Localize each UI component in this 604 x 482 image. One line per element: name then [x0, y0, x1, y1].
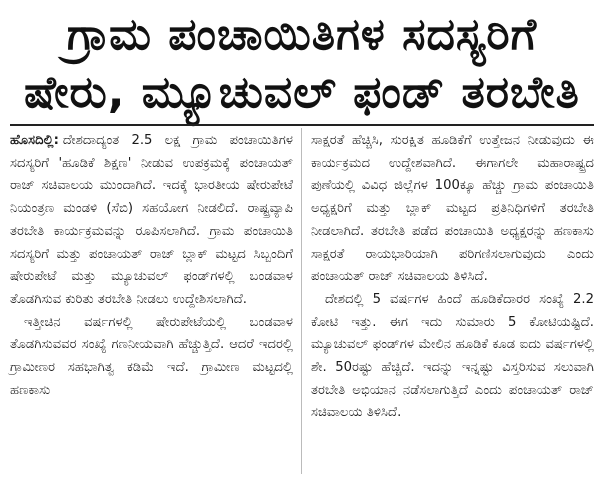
article-headline — [0, 6, 604, 122]
article-paragraph-4: ದೇಶದಲ್ಲಿ 5 ವರ್ಷಗಳ ಹಿಂದೆ ಹೂಡಿಕೆದಾರರ ಸಂಖ್ಯೆ 2.2 ಕೋಟಿ ಇತ್ತು. ಈಗ ಇದು ಸುಮಾರು 5 ಕೋಟಿಯಷ್ಟಿದೆ. ಮ್ಯೂಚುವಲ್ ಫಂಡ್‌ಗಳ ಮೇಲಿನ ಹೂಡಿಕೆ ಕೂಡ ಐದು ವರ್ಷಗಳಲ್ಲಿ ಶೇ. 50ರಷ್ಟು ಹೆಚ್ಚಿದೆ. ಇದನ್ನು ಇನ್ನಷ್ಟು ವಿಸ್ತರಿಸುವ ಸಲುವಾಗಿ ತರಬೇತಿ ಅಭಿಯಾನ ನಡೆಸಲಾಗುತ್ತಿದೆ ಎಂದು ಪಂಚಾಯತ್ ರಾಜ್ ಸಚಿವಾಲಯ ತಿಳಿಸಿದೆ. — [311, 291, 594, 421]
headline-line-1: ಗ್ರಾಮ ಪಂಚಾಯಿತಿಗಳ ಸದಸ್ಯರಿಗೆ — [66, 9, 538, 60]
paragraph-text: ದೇಶದಾದ್ಯಂತ 2.5 ಲಕ್ಷ ಗ್ರಾಮ ಪಂಚಾಯಿತಿಗಳ ಸದಸ್ಯರಿಗೆ 'ಹೂಡಿಕೆ ಶಿಕ್ಷಣ' ನೀಡುವ ಉಪಕ್ರಮಕ್ಕೆ ಪಂಚಾಯತ್ ರಾಜ್ ಸಚಿವಾಲಯ ಮುಂದಾಗಿದೆ. ಇದಕ್ಕೆ ಭಾರತೀಯ ಷೇರುಪೇಟೆ ನಿಯಂತ್ರಣ ಮಂಡಳಿ (ಸೆಬಿ) ಸಹಯೋಗ ನೀಡಲಿದೆ. ರಾಷ್ಟ್ರವ್ಯಾಪಿ ತರಬೇತಿ ಕಾರ್ಯಕ್ರಮವನ್ನು ರೂಪಿಸಲಾಗಿದೆ. ಗ್ರಾಮ ಪಂಚಾಯಿತಿ ಸದಸ್ಯರಿಗೆ ಮತ್ತು ಪಂಚಾಯತ್ ರಾಜ್ ಬ್ಲಾಕ್ ಮಟ್ಟದ ಸಿಬ್ಬಂದಿಗೆ ಷೇರುಪೇಟೆ ಮತ್ತು ಮ್ಯೂಚುವಲ್ ಫಂಡ್‌ಗಳಲ್ಲಿ ಬಂಡವಾಳ ತೊಡಗಿಸುವ ಕುರಿತು ತರಬೇತಿ ನೀಡಲು ಉದ್ದೇಶಿಸಲಾಗಿದೆ. — [10, 133, 293, 307]
article-paragraph-3: ಸಾಕ್ಷರತೆ ಹೆಚ್ಚಿಸಿ, ಸುರಕ್ಷಿತ ಹೂಡಿಕೆಗೆ ಉತ್ತೇಜನ ನೀಡುವುದು ಈ ಕಾರ್ಯಕ್ರಮದ ಉದ್ದೇಶವಾಗಿದೆ. ಈಗಾಗಲೇ ಮಹಾರಾಷ್ಟ್ರದ ಪುಣೆಯಲ್ಲಿ ವಿವಿಧ ಜಿಲ್ಲೆಗಳ 100ಕ್ಕೂ ಹೆಚ್ಚು ಗ್ರಾಮ ಪಂಚಾಯಿತಿ ಅಧ್ಯಕ್ಷರಿಗೆ ಮತ್ತು ಬ್ಲಾಕ್ ಮಟ್ಟದ ಪ್ರತಿನಿಧಿಗಳಿಗೆ ತರಬೇತಿ ನೀಡಲಾಗಿದೆ. ತರಬೇತಿ ಪಡೆದ ಪಂಚಾಯಿತಿ ಅಧ್ಯಕ್ಷರನ್ನು ಹಣಕಾಸು ಸಾಕ್ಷರತೆ ರಾಯಭಾರಿಯಾಗಿ ಪರಿಗಣಿಸಲಾಗುವುದು ಎಂದು ಪಂಚಾಯತ್ ರಾಜ್ ಸಚಿವಾಲಯ ತಿಳಿಸಿದೆ. — [311, 133, 594, 285]
column-divider — [301, 128, 302, 474]
article-paragraph-2: ಇತ್ತೀಚಿನ ವರ್ಷಗಳಲ್ಲಿ ಷೇರುಪೇಟೆಯಲ್ಲಿ ಬಂಡವಾಳ ತೊಡಗಿಸುವವರ ಸಂಖ್ಯೆ ಗಣನೀಯವಾಗಿ ಹೆಚ್ಚುತ್ತಿದೆ. ಆದರೆ ಇದರಲ್ಲಿ ಗ್ರಾಮೀಣರ ಸಹಭಾಗಿತ್ವ ಕಡಿಮೆ ಇದೆ. ಗ್ರಾಮೀಣ ಮಟ್ಟದಲ್ಲಿ ಹಣಕಾಸು — [10, 314, 293, 398]
article-paragraph-1 — [10, 130, 293, 312]
headline-rule — [10, 124, 594, 126]
article-column-right — [311, 130, 594, 425]
dateline: ಹೊಸದಿಲ್ಲಿ: — [10, 133, 59, 148]
headline-line-2: ಷೇರು, ಮ್ಯೂಚುವಲ್ ಫಂಡ್ ತರಬೇತಿ — [24, 67, 580, 118]
article-column-left — [10, 130, 293, 402]
